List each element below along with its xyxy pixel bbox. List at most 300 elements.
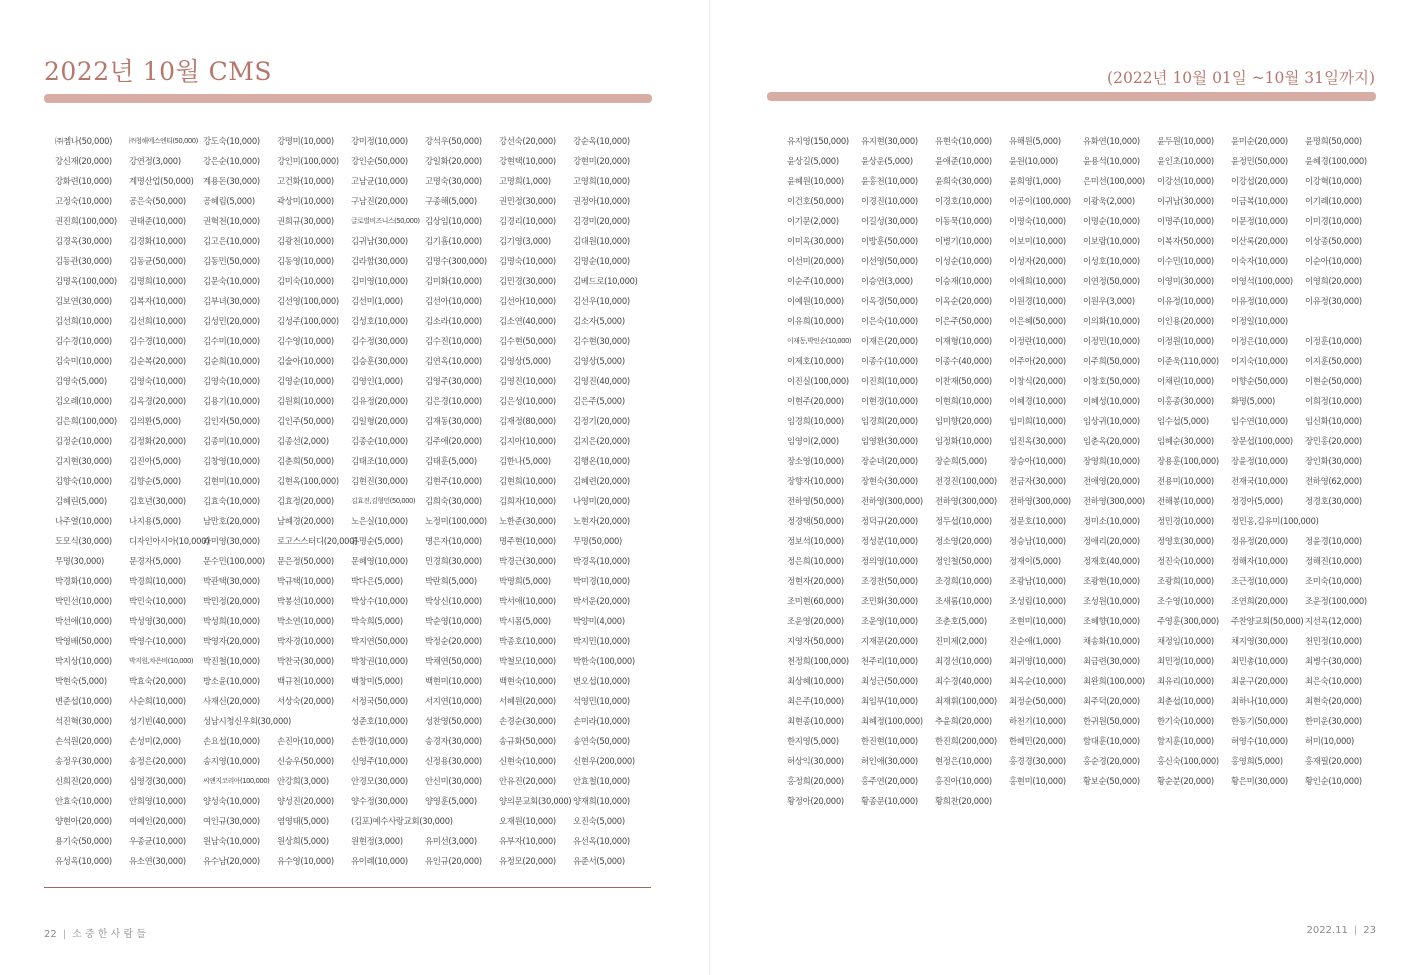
donor-entry: ㈜청해에스엔티(50,000) (129, 137, 198, 145)
donor-entry: 이강혁(10,000) (1305, 176, 1362, 186)
donor-entry: 김향숙(10,000) (55, 476, 112, 486)
donor-entry: 이창호(50,000) (1083, 376, 1140, 386)
donor-entry: 임경희(10,000) (787, 416, 844, 426)
donor-entry: 신희진(20,000) (55, 776, 112, 786)
donor-entry: 안강희(3,000) (277, 776, 329, 786)
donor-entry: 김보연(30,000) (55, 296, 112, 306)
donor-entry: 권희규(30,000) (277, 216, 334, 226)
donor-entry: 송정우(30,000) (55, 756, 112, 766)
donor-entry: 화명(5,000) (1231, 396, 1275, 406)
donor-entry: 임혜순(30,000) (1157, 436, 1214, 446)
donor-entry: 임경희(20,000) (861, 416, 918, 426)
donor-entry: 이기문(2,000) (787, 216, 839, 226)
donor-entry: 양성숙(10,000) (203, 796, 260, 806)
donor-entry: 김춘희(50,000) (277, 456, 334, 466)
donor-entry: 이승재(10,000) (935, 276, 992, 286)
donor-entry: 박시몸(5,000) (499, 616, 551, 626)
donor-entry: 장용훈(100,000) (1157, 456, 1219, 466)
donor-entry: 손경순(30,000) (499, 716, 556, 726)
donor-entry: 정인철(50,000) (935, 556, 992, 566)
donor-entry: 노정미(100,000) (425, 516, 487, 526)
donor-entry: 유성옥(10,000) (55, 856, 112, 866)
donor-entry: 김문숙(10,000) (203, 276, 260, 286)
donor-entry: 박민숙(10,000) (129, 596, 186, 606)
donor-entry: 손요섭(10,000) (203, 736, 260, 746)
donor-entry: 전하영(50,000) (787, 496, 844, 506)
donor-entry: 김선미(1,000) (351, 296, 403, 306)
donor-entry: 김선아(10,000) (499, 296, 556, 306)
donor-entry: 도모식(30,000) (55, 536, 112, 546)
donor-entry: 김영상(5,000) (499, 356, 551, 366)
donor-entry: 유정모(20,000) (499, 856, 556, 866)
donor-entry: 나주열(10,000) (55, 516, 112, 526)
donor-entry: 한진희(200,000) (935, 736, 997, 746)
donor-entry: 고명숙(30,000) (425, 176, 482, 186)
donor-entry: 김수현(50,000) (499, 336, 556, 346)
donor-entry: 이유정(30,000) (1305, 296, 1362, 306)
donor-entry: 정미소(10,000) (1083, 516, 1140, 526)
donor-entry: 김은희(100,000) (55, 416, 117, 426)
donor-entry: 이애희(10,000) (1009, 276, 1066, 286)
donor-entry: 박철모(10,000) (499, 656, 556, 666)
donor-entry: 원남숙(10,000) (203, 836, 260, 846)
donor-entry: 황인순(10,000) (1305, 776, 1362, 786)
donor-entry: 유미선(3,000) (425, 836, 477, 846)
donor-entry: 김명수(300,000) (425, 256, 487, 266)
donor-entry: 김연옥(10,000) (425, 356, 482, 366)
donor-entry: 이기례(10,000) (1305, 196, 1362, 206)
donor-entry: 전하영(300,000) (935, 496, 997, 506)
donor-entry: 전경진(100,000) (935, 476, 997, 486)
donor-entry: 최상혜(10,000) (787, 676, 844, 686)
donor-entry: 김소라(10,000) (425, 316, 482, 326)
donor-entry: 홍순경(20,000) (1083, 756, 1140, 766)
donor-entry: 김재정(80,000) (499, 416, 556, 426)
donor-entry: 로고스스터디(20,000) (277, 536, 358, 546)
donor-entry: 이명숙(10,000) (1009, 216, 1066, 226)
donor-entry: 박채연(50,000) (425, 656, 482, 666)
donor-entry: 박한숙(100,000) (573, 656, 635, 666)
donor-entry: 이영석(100,000) (1231, 276, 1293, 286)
donor-entry: 이혜성(10,000) (1083, 396, 1140, 406)
donor-entry: 임수연(10,000) (1231, 416, 1288, 426)
donor-entry: 방소윤(10,000) (203, 676, 260, 686)
donor-entry: 김영숙(10,000) (129, 376, 186, 386)
donor-entry: 정현자(20,000) (787, 576, 844, 586)
donor-entry: 신현숙(10,000) (499, 756, 556, 766)
donor-entry: 윤명희(50,000) (1305, 136, 1362, 146)
donor-entry: 안효철(10,000) (573, 776, 630, 786)
donor-entry: 서정국(50,000) (351, 696, 408, 706)
donor-entry: 김현옥(100,000) (277, 476, 339, 486)
donor-entry: 홍신숙(100,000) (1157, 756, 1219, 766)
donor-entry: 이재동,박인순(10,000) (787, 337, 852, 345)
donor-entry: 여예인(20,000) (129, 816, 186, 826)
donor-entry: 현정은(10,000) (935, 756, 992, 766)
donor-entry: 김은성(10,000) (499, 396, 556, 406)
donor-entry: 최은숙(10,000) (1305, 676, 1362, 686)
donor-entry: 허상익(30,000) (787, 756, 844, 766)
donor-entry: 박진철(10,000) (203, 656, 260, 666)
donor-entry: 황종문(10,000) (861, 796, 918, 806)
donor-entry: 이정훈(10,000) (1305, 336, 1362, 346)
donor-entry: 이찬재(50,000) (935, 376, 992, 386)
donor-entry: 윤희영(1,000) (1009, 176, 1061, 186)
page-number: 23 (1363, 925, 1376, 936)
donor-entry: 이향순(50,000) (1231, 376, 1288, 386)
donor-entry: 천정희(100,000) (787, 656, 849, 666)
donor-entry: 김광천(10,000) (277, 236, 334, 246)
donor-entry: 최성근(50,000) (861, 676, 918, 686)
donor-entry: 류명순(5,000) (351, 536, 403, 546)
donor-entry: 양수정(30,000) (351, 796, 408, 806)
donor-entry: 윤상운(5,000) (861, 156, 913, 166)
donor-entry: 염영태(5,000) (277, 816, 329, 826)
donor-entry (1083, 791, 1157, 811)
donor-entry: 홍현미(10,000) (1009, 776, 1066, 786)
donor-entry: 박민선(10,000) (55, 596, 112, 606)
donor-entry: 박다은(5,000) (351, 576, 403, 586)
donor-entry: 함대훈(10,000) (1083, 736, 1140, 746)
donor-entry: 유화연(10,000) (1083, 136, 1140, 146)
donor-entry: 노은실(10,000) (351, 516, 408, 526)
donor-entry: 최윤구(20,000) (1231, 676, 1288, 686)
donor-entry: 권혁천(10,000) (203, 216, 260, 226)
donor-entry: 김경리(10,000) (499, 216, 556, 226)
donor-entry (1305, 791, 1379, 811)
donor-entry: 유지영(150,000) (787, 136, 849, 146)
donor-entry: 김동균(50,000) (129, 256, 186, 266)
donor-entry: 신현우(200,000) (573, 756, 635, 766)
donor-entry: 조경희(10,000) (935, 576, 992, 586)
donor-entry: 김유정(20,000) (351, 396, 408, 406)
donor-entry: 장소영(10,000) (787, 456, 844, 466)
donor-entry: 김희자(10,000) (499, 496, 556, 506)
donor-entry: 이원우(3,000) (1083, 296, 1135, 306)
donor-entry: 사재신(20,000) (203, 696, 260, 706)
donor-entry: 허인애(30,000) (861, 756, 918, 766)
donor-entry: 최임부(10,000) (861, 696, 918, 706)
donor-entry: 최옥순(10,000) (1009, 676, 1066, 686)
donor-entry: 박창권(10,000) (351, 656, 408, 666)
donor-entry: 계명산업(50,000) (129, 176, 194, 186)
donor-entry: 한동기(50,000) (1231, 716, 1288, 726)
donor-entry: 전하영(300,000) (1083, 496, 1145, 506)
donor-entry: 손한경(10,000) (351, 736, 408, 746)
donor-entry: 유수남(20,000) (203, 856, 260, 866)
donor-entry: 이건호(50,000) (787, 196, 844, 206)
donor-entry: 장현숙(30,000) (861, 476, 918, 486)
donor-entry: 주영훈(300,000) (1157, 616, 1219, 626)
donor-entry: 고영희(10,000) (573, 176, 630, 186)
donor-entry: 유이례(10,000) (351, 856, 408, 866)
donor-entry: 김소자(5,000) (573, 316, 625, 326)
donor-entry: 김경미(20,000) (573, 216, 630, 226)
donor-entry: 권진희(100,000) (55, 216, 117, 226)
donor-entry: 지선옥(12,000) (1305, 616, 1362, 626)
donor-entry: 장민홍(20,000) (1305, 436, 1362, 446)
donor-entry: 김수미(10,000) (203, 336, 260, 346)
donor-entry (1157, 791, 1231, 811)
donor-entry: 강선숙(20,000) (499, 136, 556, 146)
donor-entry: 은미선(100,000) (1083, 176, 1145, 186)
donor-entry: 송규화(50,000) (499, 736, 556, 746)
donor-entry: 양의문교회(30,000) (499, 796, 572, 806)
donor-entry: 이미옥(30,000) (787, 236, 844, 246)
donor-entry: 채송화(10,000) (1083, 636, 1140, 646)
donor-entry: 김수영(10,000) (277, 336, 334, 346)
donor-entry: 정문호(10,000) (1009, 516, 1066, 526)
donor-entry: 명주현(10,000) (499, 536, 556, 546)
donor-entry: 진미제(2,000) (935, 636, 987, 646)
donor-entry: 김선영(100,000) (277, 296, 339, 306)
donor-entry: 장순녀(20,000) (861, 456, 918, 466)
donor-entry: 윤혜원(10,000) (787, 176, 844, 186)
donor-entry: 허미(10,000) (1305, 736, 1355, 746)
donor-entry: 김수현(30,000) (573, 336, 630, 346)
donor-entry: 박종호(10,000) (499, 636, 556, 646)
donor-entry: 강순옥(10,000) (573, 136, 630, 146)
donor-entry: 이준욱(110,000) (1157, 356, 1219, 366)
donor-entry: 김선희(10,000) (129, 316, 186, 326)
donor-entry: 김명숙(10,000) (499, 256, 556, 266)
donor-entry: 명은자(10,000) (425, 536, 482, 546)
donor-entry: 서상숙(20,000) (277, 696, 334, 706)
donor-entry: 조광남(10,000) (1009, 576, 1066, 586)
donor-list-left (55, 131, 647, 871)
donor-entry: 이문정(10,000) (1231, 216, 1288, 226)
donor-entry: 김수경(10,000) (55, 336, 112, 346)
donor-entry: 지재문(20,000) (861, 636, 918, 646)
donor-entry: 유준서(5,000) (573, 856, 625, 866)
donor-entry: 임신화(10,000) (1305, 416, 1362, 426)
donor-entry: 이영희(20,000) (1305, 276, 1362, 286)
donor-entry: 김효정(20,000) (277, 496, 334, 506)
donor-entry: 이지훈(50,000) (1305, 356, 1362, 366)
donor-entry: 정덕규(20,000) (861, 516, 918, 526)
donor-entry: 윤인초(10,000) (1157, 156, 1214, 166)
donor-entry: 황보순(50,000) (1083, 776, 1140, 786)
donor-entry: 김희숙(30,000) (425, 496, 482, 506)
donor-entry: 이산록(20,000) (1231, 236, 1288, 246)
donor-entry: 공혜림(5,000) (203, 196, 255, 206)
donor-entry: 이선영(50,000) (861, 256, 918, 266)
donor-entry: 남만호(20,000) (203, 516, 260, 526)
donor-entry: 이예원(10,000) (787, 296, 844, 306)
donor-entry: 조운영(10,000) (861, 616, 918, 626)
donor-entry: 신승우(50,000) (277, 756, 334, 766)
donor-entry: 이현순(50,000) (1305, 376, 1362, 386)
donor-entry: 정윤경(10,000) (1305, 536, 1362, 546)
donor-entry: 박경화(10,000) (55, 576, 112, 586)
donor-entry: 안경모(30,000) (351, 776, 408, 786)
donor-entry: 김용기(10,000) (203, 396, 260, 406)
donor-entry: 유수영(10,000) (277, 856, 334, 866)
donor-entry (1305, 311, 1379, 331)
donor-entry: 씨앤지코리아(100,000) (203, 777, 270, 785)
donor-entry: 김기흠(10,000) (425, 236, 482, 246)
donor-entry: 구종해(5,000) (425, 196, 477, 206)
donor-entry: ㈜젬나(50,000) (55, 136, 113, 146)
donor-entry: 이현희(10,000) (935, 396, 992, 406)
donor-entry: 정영호(30,000) (1157, 536, 1214, 546)
donor-entry: 최병수(30,000) (1305, 656, 1362, 666)
donor-entry: 권민정(30,000) (499, 196, 556, 206)
donor-entry: 조민화(30,000) (861, 596, 918, 606)
donor-entry: 이창식(20,000) (1009, 376, 1066, 386)
donor-entry: 윤정민(50,000) (1231, 156, 1288, 166)
donor-entry: 강석우(50,000) (425, 136, 482, 146)
donor-entry (1009, 791, 1083, 811)
donor-entry: 김영상(5,000) (573, 356, 625, 366)
donor-entry: 김호년(30,000) (129, 496, 186, 506)
donor-entry: 노한준(30,000) (499, 516, 556, 526)
donor-entry: 고명희(1,000) (499, 176, 551, 186)
donor-entry: 안신미(30,000) (425, 776, 482, 786)
donor-entry: 주찬양교회(50,000) (1231, 616, 1304, 626)
donor-entry: 임상귀(10,000) (1083, 416, 1140, 426)
donor-entry: 최하나(10,000) (1231, 696, 1288, 706)
donor-entry: 조성원(10,000) (1083, 596, 1140, 606)
donor-entry: 이미경(10,000) (1305, 216, 1362, 226)
donor-entry: 무명(50,000) (573, 536, 623, 546)
donor-entry: 안희영(10,000) (129, 796, 186, 806)
donor-entry: 최혜정(100,000) (861, 716, 923, 726)
donor-entry: 박지민(10,000) (573, 636, 630, 646)
donor-entry: 고건화(10,000) (277, 176, 334, 186)
page-title: 2022년 10월 CMS (44, 57, 272, 86)
donor-entry: 전애영(20,000) (1083, 476, 1140, 486)
donor-entry: 라미영(30,000) (203, 536, 260, 546)
donor-entry: 김오례(10,000) (55, 396, 112, 406)
donor-entry: 김정화(20,000) (129, 436, 186, 446)
donor-entry: 김명희(10,000) (129, 276, 186, 286)
donor-entry: 전재국(10,000) (1231, 476, 1288, 486)
donor-entry: 김원회(10,000) (277, 396, 334, 406)
donor-entry: 김인주(50,000) (277, 416, 334, 426)
donor-entry: 이병기(10,000) (935, 236, 992, 246)
donor-entry: 이방훈(50,000) (861, 236, 918, 246)
donor-entry: 이은숙(10,000) (861, 316, 918, 326)
donor-entry: 이성호(10,000) (1083, 256, 1140, 266)
donor-entry: 임진옥(30,000) (1009, 436, 1066, 446)
donor-entry: 김명순(10,000) (573, 256, 630, 266)
donor-entry: 이수민(10,000) (1157, 256, 1214, 266)
donor-entry: 강현택(10,000) (499, 156, 556, 166)
donor-entry: 김태훈(5,000) (425, 456, 477, 466)
donor-entry: 김경옥(30,000) (55, 236, 112, 246)
donor-entry: 김대원(10,000) (573, 236, 630, 246)
donor-entry: 김성호(10,000) (351, 316, 408, 326)
donor-entry: 이경진(10,000) (861, 196, 918, 206)
donor-entry: 이옥경(50,000) (861, 296, 918, 306)
donor-entry: 손성미(2,000) (129, 736, 181, 746)
donor-entry: 전해봉(10,000) (1157, 496, 1214, 506)
donor-entry: 사순희(10,000) (129, 696, 186, 706)
donor-entry: 최완희(100,000) (1083, 676, 1145, 686)
donor-entry: 임정화(10,000) (935, 436, 992, 446)
donor-entry: 이귀남(30,000) (1157, 196, 1214, 206)
donor-entry: 이복자(50,000) (1157, 236, 1214, 246)
donor-entry: 박란희(5,000) (425, 576, 477, 586)
donor-entry: 이정란(10,000) (1009, 336, 1066, 346)
donor-entry: 김고은(10,000) (203, 236, 260, 246)
donor-entry: 정경택(50,000) (787, 516, 844, 526)
donor-entry: 양현아(20,000) (55, 816, 112, 826)
donor-entry: 조근정(10,000) (1231, 576, 1288, 586)
donor-entry: 김숙미(10,000) (55, 356, 112, 366)
donor-entry: 김귀남(30,000) (351, 236, 408, 246)
donor-entry: 오진숙(5,000) (573, 816, 625, 826)
donor-entry: 이의화(10,000) (1083, 316, 1140, 326)
donor-entry: 김현미(10,000) (203, 476, 260, 486)
donor-entry: 정민경(10,000) (1157, 516, 1214, 526)
donor-entry: 박순영(10,000) (425, 616, 482, 626)
donor-entry: 박지상(10,000) (55, 656, 112, 666)
donor-entry: 이광욱(2,000) (1083, 196, 1135, 206)
donor-entry: 윤용석(10,000) (1083, 156, 1140, 166)
donor-entry: 조혜향(10,000) (1083, 616, 1140, 626)
donor-entry: 윤희숙(30,000) (935, 176, 992, 186)
donor-entry: 한기숙(10,000) (1157, 716, 1214, 726)
donor-entry: 김효진,김형민(50,000) (351, 497, 416, 505)
donor-entry: 김창영(10,000) (203, 456, 260, 466)
donor-entry: 김선희(10,000) (55, 316, 112, 326)
donor-entry: 박민정(20,000) (203, 596, 260, 606)
donor-entry: 김종선(2,000) (277, 436, 329, 446)
donor-entry: 여인규(30,000) (203, 816, 260, 826)
donor-entry: 유소연(30,000) (129, 856, 186, 866)
donor-entry: 손진아(10,000) (277, 736, 334, 746)
donor-entry: 계용돈(30,000) (203, 176, 260, 186)
donor-entry: 박명희(5,000) (499, 576, 551, 586)
donor-entry: 강인순(50,000) (351, 156, 408, 166)
donor-entry: 김수진(10,000) (425, 336, 482, 346)
donor-entry: 문경자(5,000) (129, 556, 181, 566)
donor-entry: 김경화(10,000) (129, 236, 186, 246)
left-page (0, 0, 710, 975)
donor-entry: 이공이(100,000) (1009, 196, 1071, 206)
donor-entry: 윤홍천(10,000) (861, 176, 918, 186)
donor-entry: 박현숙(5,000) (55, 676, 107, 686)
donor-entry: 손석원(20,000) (55, 736, 112, 746)
donor-entry: 강일화(20,000) (425, 156, 482, 166)
donor-entry: 조연희(20,000) (1231, 596, 1288, 606)
donor-entry: 최춘섭(10,000) (1157, 696, 1214, 706)
donor-entry: 최경선(10,000) (935, 656, 992, 666)
donor-entry: 박규택(10,000) (277, 576, 334, 586)
donor-entry: 지영자(50,000) (787, 636, 844, 646)
donor-entry: 강화련(10,000) (55, 176, 112, 186)
donor-entry: 박상수(10,000) (351, 596, 408, 606)
donor-entry: 홍재필(20,000) (1305, 756, 1362, 766)
donor-entry: 정진숙(10,000) (1157, 556, 1214, 566)
donor-entry: 김지현(30,000) (55, 456, 112, 466)
donor-entry: 김은경(10,000) (425, 396, 482, 406)
donor-entry: 박영자(20,000) (203, 636, 260, 646)
donor-entry: 성기빈(40,000) (129, 716, 186, 726)
donor-entry: 김현주(10,000) (425, 476, 482, 486)
donor-entry: 김영주(30,000) (425, 376, 482, 386)
donor-entry: 박자경(10,000) (277, 636, 334, 646)
donor-entry: 이명주(10,000) (1157, 216, 1214, 226)
donor-entry: 노현자(20,000) (573, 516, 630, 526)
donor-entry: 안유진(20,000) (499, 776, 556, 786)
donor-entry: 안효숙(10,000) (55, 796, 112, 806)
donor-entry: 조경찬(50,000) (861, 576, 918, 586)
donor-entry: 정보석(10,000) (787, 536, 844, 546)
donor-entry: 이명순(10,000) (1083, 216, 1140, 226)
